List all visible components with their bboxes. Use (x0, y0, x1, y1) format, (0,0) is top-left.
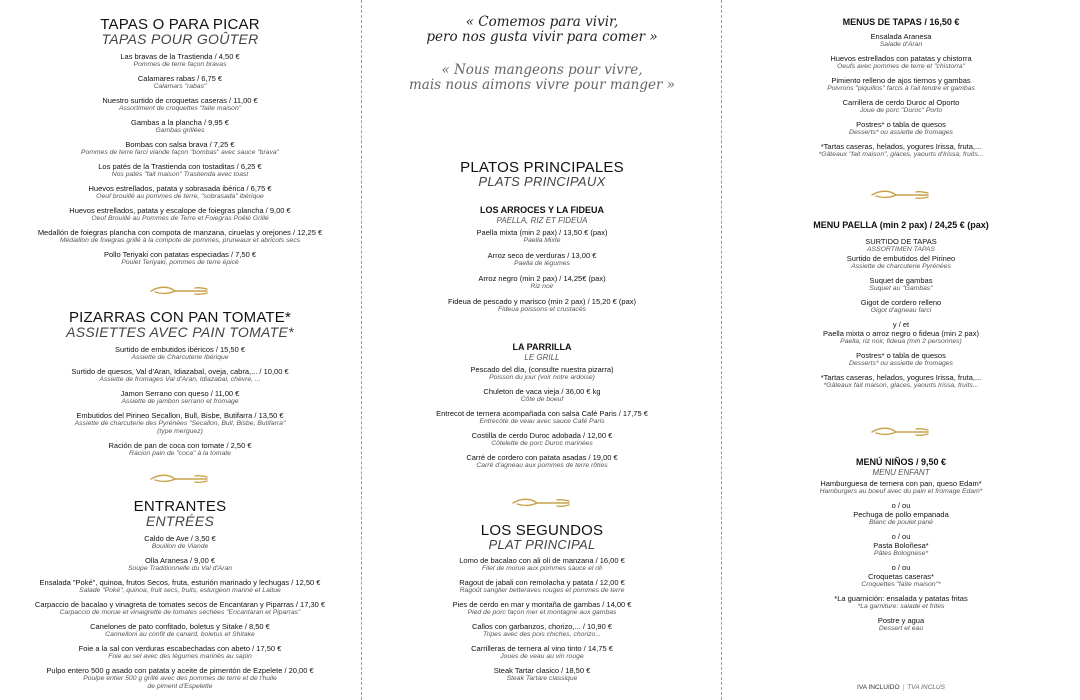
menu-item (0, 389, 360, 406)
menu-item (362, 274, 722, 291)
item-desc-fr: Gambas grillées (155, 127, 205, 134)
section-subtitle: ENTRÉES (145, 513, 215, 529)
item-name-es: Carrilleras de ternera al vino tinto / 14,75 € (471, 644, 613, 653)
menu-item (0, 184, 360, 201)
menu-item (362, 365, 722, 382)
item-desc-fr: Salade d'Aran (879, 41, 923, 48)
item-name-es: o / ou (891, 563, 911, 572)
item-name-es: Nuestro surtido de croquetas caseras / 11,00 € (102, 96, 258, 105)
menu-item (362, 387, 722, 404)
item-name-es: Arroz seco de verduras / 13,00 € (487, 251, 597, 260)
menu-item (722, 142, 1080, 159)
menu-item (722, 501, 1080, 527)
menu-item (0, 140, 360, 157)
item-desc-fr: Ragoût sanglier betteraves rouges et pommes de terre (459, 587, 625, 594)
item-desc-fr: Paella, riz noir, fideua (min 2 personnes) (840, 338, 962, 345)
item-name-es: Arroz negro (min 2 pax) / 14,25€ (pax) (478, 274, 606, 283)
item-name-es: Olla Aranesa / 9,00 € (144, 556, 216, 565)
section-subtitle: PLAT PRINCIPAL (488, 537, 596, 552)
section-title: MENUS DE TAPAS / 16,50 € (842, 17, 960, 27)
fork-and-knife-flourish-icon (870, 187, 932, 203)
item-name-es: Postre y agua (877, 616, 925, 625)
menu-item (362, 251, 722, 268)
menu-item (362, 644, 722, 661)
surtido-title: SURTIDO DE TAPAS (865, 237, 937, 246)
menu-item (0, 228, 360, 245)
menu-item (722, 254, 1080, 271)
item-desc-fr: Salade "Poké", quinoa, fruit secs, fruits, esturgeon mariné et Laitue (79, 587, 281, 594)
item-desc-fr: Calamars "rabas" (153, 83, 207, 90)
fork-and-knife-flourish-icon (511, 495, 573, 511)
item-name-es: Ragout de jabali con remolacha y patata / 12,00 € (459, 578, 625, 587)
item-name-es: Fideua de pescado y marisco (min 2 pax) / 15,20 € (pax) (447, 297, 636, 306)
item-name-es: Pechuga de pollo empanada (853, 510, 949, 519)
menu-item (0, 345, 360, 362)
quote-line: pero nos gusta vivir para comer » (426, 29, 658, 45)
menu-item (722, 594, 1080, 611)
item-name-es: Foie a la sal con verduras escabechadas con abeto / 17,50 € (78, 644, 282, 653)
section-subtitle: TAPAS POUR GOÛTER (101, 31, 259, 47)
flourish-2 (0, 471, 360, 487)
section-segundos (362, 523, 722, 683)
item-desc-fr: Hamburgers au boeuf avec du pain et fromage Edam* (819, 488, 983, 495)
menu-item (722, 32, 1080, 49)
item-name-es: Canelones de pato confitado, boletus y Sitake / 8,50 € (90, 622, 270, 631)
item-name-es: Carré de cordero con patata asadas / 19,00 € (466, 453, 618, 462)
menu-item (722, 532, 1080, 558)
menu-item (362, 297, 722, 314)
item-desc-fr: Filet de morue aux pommes sauce el oli (481, 565, 603, 572)
item-name-es: Pimiento relleno de ajos tiernos y gambas (831, 76, 971, 85)
pizarras-list (0, 345, 360, 458)
item-name-es: Surtido de embutidos ibéricos / 15,50 € (114, 345, 246, 354)
section-menu-paella (722, 220, 1080, 390)
item-desc-fr: Pâtes Bolognese* (873, 550, 929, 557)
item-name-es: Pescado del día, (consulte nuestra pizarra) (470, 365, 614, 374)
item-name-es: Calamares rabas / 6,75 € (137, 74, 223, 83)
item-desc-fr: Médaillon de foiegras grillé à la compote de pommes, pruneaux et abricots secs (59, 237, 301, 244)
item-desc-fr: Bouillon de Viande (151, 543, 209, 550)
item-desc-fr: (type merguez) (157, 428, 203, 435)
menu-item (0, 367, 360, 384)
item-name-es: Gambas a la plancha / 9,95 € (131, 118, 229, 127)
item-name-es: Paella mixta o arroz negro o fideua (min 2 pax) (823, 329, 979, 338)
section-entrantes (0, 499, 360, 691)
item-desc-fr: Assiette de fromages Val d'Aran, Idiazabal, chèvre, ... (99, 376, 261, 383)
section-tapas (0, 17, 360, 267)
item-desc-fr: Blanc de poulet pané (869, 519, 933, 526)
item-name-es: Hamburguesa de ternera con pan, queso Edam* (820, 479, 982, 488)
item-name-es: Postres* o tabla de quesos (856, 120, 946, 129)
menu-item (0, 118, 360, 135)
item-desc-fr: Assiette de charcuterie des Pyrénées "Secallon, Bull, Bisbe, Butifarra" (74, 420, 286, 427)
section-title: LOS SEGUNDOS (480, 522, 604, 539)
item-desc-fr: Soupe Traditionnelle du Val d'Aran (127, 565, 233, 572)
item-name-es: Huevos estrellados, patata y escalope de foiegras plancha / 9,00 € (69, 206, 291, 215)
item-desc-fr: Carré d'agneau aux pommes de terre rôties (476, 462, 608, 469)
section-arroces (362, 205, 722, 314)
quote-french (362, 63, 722, 93)
item-desc-fr: Desserts* ou assiette de fromages (849, 360, 953, 367)
item-desc-fr: Paella Mixte (523, 237, 561, 244)
section-parrilla (362, 342, 722, 470)
menu-item (0, 534, 360, 551)
section-title: LOS ARROCES Y LA FIDEUA (479, 205, 604, 215)
section-title: ENTRANTES (133, 498, 227, 515)
item-desc-fr: Joues de veau au vin rouge (500, 653, 584, 660)
item-name-es: o / ou (891, 501, 911, 510)
menu-item (722, 98, 1080, 115)
footer-separator: | (902, 684, 905, 691)
menu-item (362, 228, 722, 245)
item-name-es: Los patés de la Trastienda con tostaditas / 6,25 € (98, 162, 262, 171)
item-name-es: Embutidos del Pirineo Secallon, Bull, Bisbe, Butifarra / 13,50 € (76, 411, 284, 420)
menu-item (362, 622, 722, 639)
menu-item (362, 453, 722, 470)
section-subtitle: ASSIETTES AVEC PAIN TOMATE* (66, 324, 294, 340)
item-desc-fr: Assortiment de croquettes "faite maison" (118, 105, 242, 112)
menu-item (722, 563, 1080, 589)
item-name-es: Paella mixta (min 2 pax) / 13,50 € (pax) (476, 228, 608, 237)
menu-item (0, 74, 360, 91)
tax-footer (722, 684, 1080, 691)
item-desc-fr: Fideua poissons et crustacés (497, 306, 587, 313)
quote-line: mais nous aimons vivre pour manger » (408, 77, 676, 93)
menu-item (362, 431, 722, 448)
flourish-3 (362, 495, 722, 511)
menu-item (722, 54, 1080, 71)
item-name-es: Postres* o tabla de quesos (856, 351, 946, 360)
menu-column-right (722, 0, 1080, 700)
tax-note-fr: TVA INCLUS (907, 684, 945, 691)
parrilla-list (362, 365, 722, 470)
section-title: PIZARRAS CON PAN TOMATE* (68, 309, 292, 326)
item-name-es: Steak Tartar clasico / 18,50 € (493, 666, 591, 675)
item-desc-fr: Oeuf Brouillé au Pommes de Terre et Foiegras Poêlé Grillé (91, 215, 269, 222)
item-desc-fr: *La garniture: salade et frites (857, 603, 945, 610)
menu-item (0, 162, 360, 179)
entrantes-list (0, 534, 360, 691)
item-desc-fr: Poulpe entier 500 g grillé avec des pommes de terre et de l'huile (83, 675, 277, 682)
item-name-es: Entrecot de ternera acompañada con salsa Café Paris / 17,75 € (436, 409, 648, 418)
item-name-es: Ración de pan de coca con tomate / 2,50 € (108, 441, 252, 450)
item-name-es: Chuleton de vaca vieja / 36,00 € kg (483, 387, 601, 396)
menu-item (722, 351, 1080, 368)
item-name-es: Callos con garbanzos, chorizo,... / 10,90 € (471, 622, 613, 631)
menu-item (362, 556, 722, 573)
item-desc-fr: Nos patés "fait maison" Trastienda avec toast (111, 171, 249, 178)
item-name-es: Ensalada Aranesa (870, 32, 932, 41)
item-desc-fr: Desserts* ou assiette de fromages (849, 129, 953, 136)
item-desc-fr: *Gâteaux "fait maison", glaces, yaourts d'Irissa, fruits... (818, 151, 984, 158)
menu-item (722, 298, 1080, 315)
menu-ninos-list (722, 479, 1080, 633)
item-desc-fr: Joue de porc "Duroc" Porto (859, 107, 943, 114)
menu-item (722, 373, 1080, 390)
section-subtitle: PAELLA, RIZ ET FIDEUA (496, 216, 588, 225)
item-desc-fr: Tripes avec des pois chiches, chorizo... (482, 631, 602, 638)
menu-item (722, 320, 1080, 346)
item-desc-fr: *Gâteaux fait maison, glaces, yaourts Irissa, fruits... (823, 382, 979, 389)
surtido-subtitle: ASSORTIMEN TAPAS (867, 246, 935, 253)
menu-item (0, 250, 360, 267)
item-name-es: Jamon Serrano con queso / 11,00 € (120, 389, 240, 398)
menu-item (0, 96, 360, 113)
section-title: LA PARRILLA (512, 342, 572, 352)
item-desc-fr: Côte de boeuf (520, 396, 564, 403)
menu-item (362, 409, 722, 426)
fork-and-knife-flourish-icon (870, 424, 932, 440)
section-title: MENU PAELLA (min 2 pax) / 24,25 € (pax) (813, 220, 989, 230)
item-name-es: Pulpo entero 500 g asado con patata y aceite de pimentón de Ezpelete / 20,00 € (46, 666, 314, 675)
item-name-es: Carpaccio de bacalao y vinagreta de tomates secos de Encantaran y Piparras / 17,30 € (34, 600, 326, 609)
menu-item (0, 578, 360, 595)
item-name-es: Medallón de foiegras plancha con compota de manzana, ciruelas y orejones / 12,25 € (37, 228, 323, 237)
menu-item (362, 600, 722, 617)
item-desc-fr: Foie au sel avec des légumes marinés au sapin (108, 653, 252, 660)
item-name-es: *Tartas caseras, helados, yogures Irissa, fruta,... (820, 373, 982, 382)
item-name-es: Suquet de gambas (869, 276, 933, 285)
item-desc-fr: Dessert et eau (878, 625, 924, 632)
quote-spanish (362, 15, 722, 45)
item-desc-fr: Pied de porc façon mer et montagne aux gambas (467, 609, 617, 616)
item-desc-fr: de piment d'Espelette (147, 683, 213, 690)
section-title: MENÚ NIÑOS / 9,50 € (855, 457, 947, 467)
menu-item (722, 479, 1080, 496)
fork-and-knife-flourish-icon (149, 471, 211, 487)
item-desc-fr: Carpaccio de morue et vinaigrette de tomates séchées "Encantaran et Piparras" (59, 609, 301, 616)
item-desc-fr: Poivrons "piquillos" farcis à l'ail tendre et gambas (827, 85, 975, 92)
item-name-es: Huevos estrellados, patata y sobrasada ibérica / 6,75 € (88, 184, 272, 193)
item-name-es: Surtido de quesos, Val d'Aran, Idiazabal, oveja, cabra,... / 10,00 € (71, 367, 289, 376)
item-name-es: Caldo de Ave / 3,50 € (144, 534, 216, 543)
menu-item (722, 120, 1080, 137)
menu-item (722, 76, 1080, 93)
item-desc-fr: Oeufs avec pommes de terre et "chistorra" (837, 63, 965, 70)
item-desc-fr: Cannelloni au confit de canard, boletus et Shitake (105, 631, 255, 638)
menu-item (722, 276, 1080, 293)
item-name-es: Lomo de bacalao con ali oli de manzana / 16,00 € (459, 556, 625, 565)
item-desc-fr: Croquettes "faite maison"* (861, 581, 941, 588)
menu-column-left (0, 0, 360, 700)
fork-and-knife-flourish-icon (149, 283, 211, 299)
item-name-es: Bombas con salsa brava / 7,25 € (125, 140, 235, 149)
item-name-es: Huevos estrellados con patatas y chistorra (830, 54, 972, 63)
item-name-es: Costilla de cerdo Duroc adobada / 12,00 € (471, 431, 613, 440)
section-platos-principales (362, 160, 722, 189)
item-name-es: *Tartas caseras, helados, yogures Irissa, fruta,... (820, 142, 982, 151)
section-pizarras (0, 310, 360, 458)
arroces-list (362, 228, 722, 314)
flourish-5 (722, 424, 1080, 440)
menu-item (0, 600, 360, 617)
item-desc-fr: Assiette de charcuterie Pyrénées (851, 263, 951, 270)
item-desc-fr: Assiette de jambon serrano et fromage (121, 398, 239, 405)
item-name-es: Gigot de cordero relleno (860, 298, 942, 307)
menu-column-center (362, 0, 722, 700)
item-name-es: Pasta Boloñesa* (873, 541, 929, 550)
segundos-list (362, 556, 722, 683)
menu-item (362, 578, 722, 595)
menu-item (0, 556, 360, 573)
menu-item (0, 644, 360, 661)
section-subtitle: LE GRILL (524, 353, 560, 362)
item-desc-fr: Paella de légumes (514, 260, 570, 267)
menu-tapas-list (722, 32, 1080, 159)
section-subtitle: PLATS PRINCIPAUX (478, 174, 606, 189)
menu-item (0, 622, 360, 639)
item-desc-fr: Pommes de terre farci viande façon "bombas" avec sauce "brava" (80, 149, 280, 156)
item-name-es: Pies de cerdo en mar y montaña de gambas / 14,00 € (452, 600, 632, 609)
item-name-es: Surtido de embutidos del Pirineo (846, 254, 956, 263)
menu-item (0, 666, 360, 691)
section-title: PLATOS PRINCIPALES (460, 159, 624, 176)
menu-item (0, 411, 360, 436)
quote-line: « Nous mangeons pour vivre, (441, 62, 643, 78)
item-name-es: o / ou (891, 532, 911, 541)
item-desc-fr: Assiette de Charcuterie Ibérique (131, 354, 229, 361)
item-name-es: Pollo Teriyaki con patatas especiadas / 7,50 € (103, 250, 257, 259)
menu-item (722, 616, 1080, 633)
section-menu-tapas (722, 17, 1080, 159)
menu-item (0, 52, 360, 69)
menu-paella-list (722, 254, 1080, 390)
item-name-es: Croquetas caseras* (868, 572, 934, 581)
menu-item (0, 441, 360, 458)
item-desc-fr: Riz noir (530, 283, 554, 290)
flourish-4 (722, 187, 1080, 203)
item-desc-fr: Steak Tartare classique (506, 675, 578, 682)
item-desc-fr: Suquet au "Gambas" (869, 285, 933, 292)
item-name-es: Ensalada "Poké", quinoa, frutos Secos, fruta, esturión marinado y lechugas / 12,50 € (39, 578, 321, 587)
item-name-es: Las bravas de la Trastienda / 4,50 € (120, 52, 240, 61)
item-desc-fr: Côtelette de porc Duroc marinées (491, 440, 593, 447)
item-desc-fr: Poulet Teriyaki, pommes de terre épicé (121, 259, 239, 266)
quote-line: « Comemos para vivir, (465, 14, 619, 30)
menu-item (362, 666, 722, 683)
section-subtitle: MENU ENFANT (872, 468, 930, 477)
tax-note-es: IVA INCLUIDO (857, 684, 900, 691)
tapas-list (0, 52, 360, 267)
item-desc-fr: Pommes de terre façon bravas (133, 61, 227, 68)
item-name-es: y / et (892, 320, 910, 329)
item-name-es: *La guarnición: ensalada y patatas fritas (834, 594, 968, 603)
item-desc-fr: Entrecôte de veau avec sauce Café Paris (479, 418, 605, 425)
menu-item (0, 206, 360, 223)
item-desc-fr: Oeuf brouillé au pommes de terre, "sobrasada" ibérique (96, 193, 264, 200)
section-menu-ninos (722, 457, 1080, 633)
item-desc-fr: Gigot d'agneau farci (870, 307, 932, 314)
item-desc-fr: Poisson du jour (voir notre ardoise) (489, 374, 595, 381)
section-title: TAPAS O PARA PICAR (100, 16, 260, 33)
item-name-es: Carrillera de cerdo Duroc al Oporto (842, 98, 960, 107)
item-desc-fr: Racion pain de "coca" à la tomate (129, 450, 231, 457)
flourish-1 (0, 283, 360, 299)
